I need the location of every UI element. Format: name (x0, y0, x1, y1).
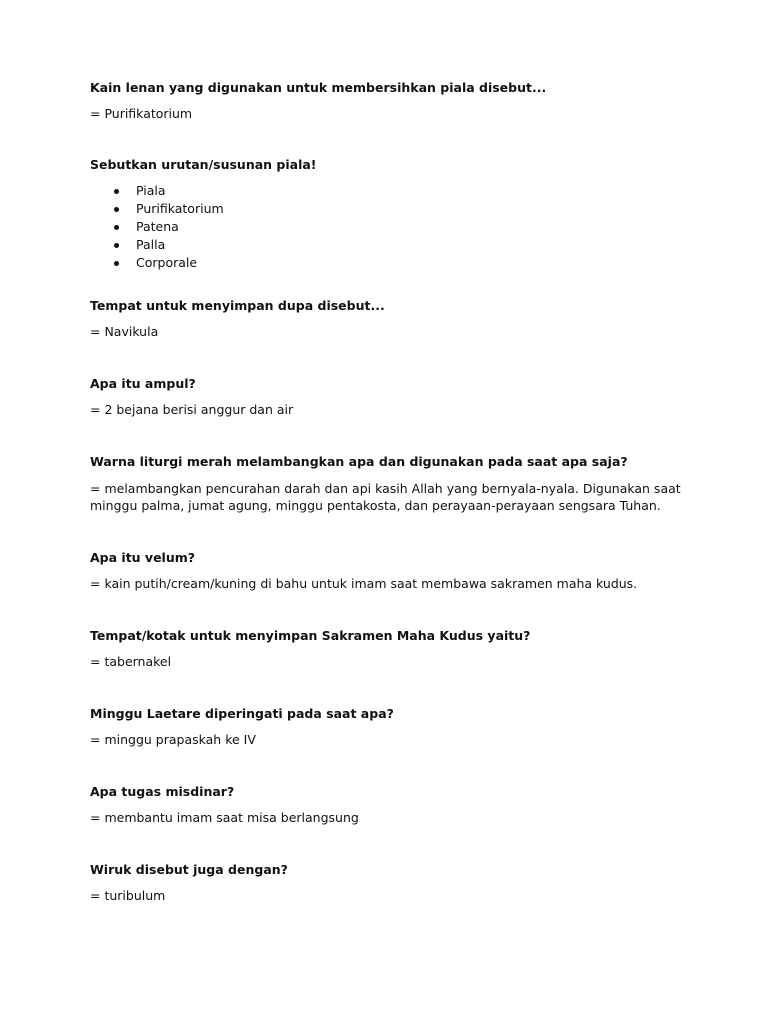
list-item: Palla (90, 236, 224, 254)
question-10: Wiruk disebut juga dengan? (90, 862, 288, 877)
question-7: Tempat/kotak untuk menyimpan Sakramen Maha Kudus yaitu? (90, 628, 531, 643)
answer-10: = turibulum (90, 888, 166, 903)
list-item: Corporale (90, 254, 224, 272)
list-item: Purifikatorium (90, 200, 224, 218)
question-6: Apa itu velum? (90, 550, 196, 565)
list-item: Patena (90, 218, 224, 236)
answer-6: = kain putih/cream/kuning di bahu untuk imam saat membawa sakramen maha kudus. (90, 576, 638, 591)
answer-4: = 2 bejana berisi anggur dan air (90, 402, 294, 417)
answer-9: = membantu imam saat misa berlangsung (90, 810, 359, 825)
question-5: Warna liturgi merah melambangkan apa dan digunakan pada saat apa saja? (90, 454, 628, 469)
question-1: Kain lenan yang digunakan untuk membersihkan piala disebut... (90, 80, 547, 95)
list-item: Piala (90, 182, 224, 200)
piala-order-list (90, 182, 224, 272)
bullet-icon (114, 261, 119, 266)
answer-3: = Navikula (90, 324, 159, 339)
answer-5: = melambangkan pencurahan darah dan api kasih Allah yang bernyala-nyala. Digunakan saat minggu palma, jumat agung, minggu pentakosta, dan perayaan-perayaan sengsara Tuhan. (90, 481, 681, 513)
question-4: Apa itu ampul? (90, 376, 196, 391)
bullet-icon (114, 189, 119, 194)
question-8: Minggu Laetare diperingati pada saat apa? (90, 706, 394, 721)
bullet-icon (114, 207, 119, 212)
bullet-icon (114, 243, 119, 248)
question-9: Apa tugas misdinar? (90, 784, 235, 799)
answer-8: = minggu prapaskah ke IV (90, 732, 256, 747)
bullet-icon (114, 225, 119, 230)
answer-7: = tabernakel (90, 654, 172, 669)
answer-1: = Purifikatorium (90, 106, 193, 121)
question-2: Sebutkan urutan/susunan piala! (90, 157, 317, 172)
question-3: Tempat untuk menyimpan dupa disebut... (90, 298, 385, 313)
